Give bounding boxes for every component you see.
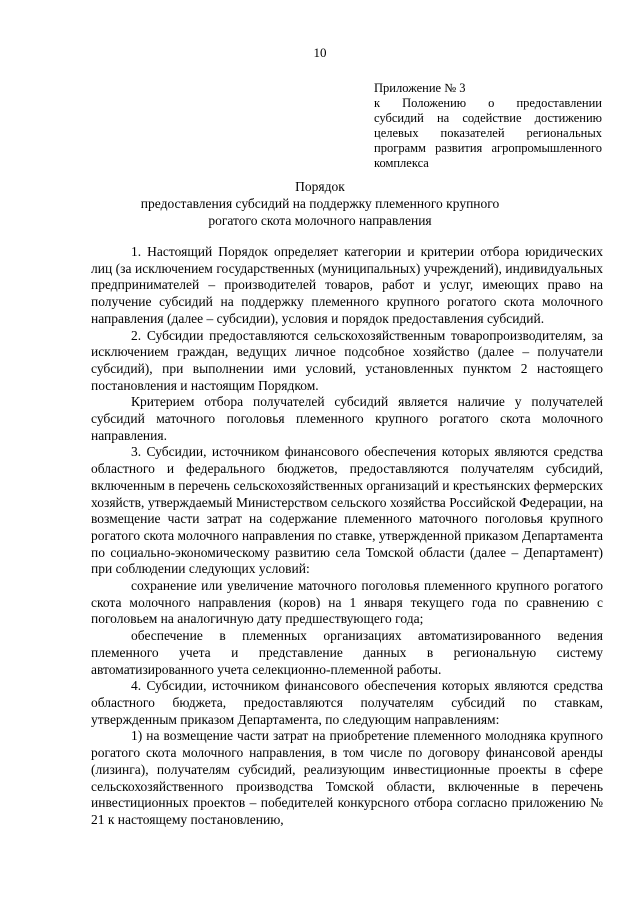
appendix-line: программ развития агропромышленного <box>374 141 602 155</box>
paragraph-7: 4. Субсидии, источником финансового обеспечения которых являются средства областного бюджета, предоставляются получателям субсидий по ставкам, утвержденным приказом Департамента, по следующим направлениям: <box>91 678 603 727</box>
paragraph-2: 2. Субсидии предоставляются сельскохозяйственным товаропроизводителям, за исключением граждан, ведущих личное подсобное хозяйство (далее – получатели субсидий), при выполнении ими условий, установленных пунктом 2 настоящего постановления и настоящим Порядком. <box>91 327 603 393</box>
appendix-line: к Положению о предоставлении <box>374 96 602 110</box>
title-line-1: Порядок <box>295 179 345 194</box>
page-number: 10 <box>313 45 327 60</box>
document-body <box>91 244 603 829</box>
appendix-line: субсидий на содействие достижению <box>374 111 602 125</box>
paragraph-6: обеспечение в племенных организациях автоматизированного ведения племенного учета и представление данных в региональную систему автоматизированного учета селекционно-племенной работы. <box>91 628 603 677</box>
paragraph-4: 3. Субсидии, источником финансового обеспечения которых являются средства областного и федерального бюджетов, предоставляются получателям субсидий, включенным в перечень сельскохозяйственных организаций и крестьянских фермерских хозяйств, утверждаемый Министерством сельского хозяйства Российской Федерации, на возмещение части затрат на содержание племенного маточного поголовья крупного рогатого скота молочного направления по ставке, утвержденной приказом Департамента по социально-экономическому развитию села Томской области (далее – Департамент) при соблюдении следующих условий: <box>91 444 603 577</box>
document-title <box>0 178 640 229</box>
paragraph-3: Критерием отбора получателей субсидий является наличие у получателей субсидий маточного поголовья племенного крупного рогатого скота молочного направления. <box>91 394 603 443</box>
paragraph-8: 1) на возмещение части затрат на приобретение племенного молодняка крупного рогатого скота молочного направления, в том числе по договору финансовой аренды (лизинга), получателям субсидий, реализующим инвестиционные проекты в сфере сельскохозяйственного производства Томской области, включенные в перечень инвестиционных проектов – победителей конкурсного отбора согласно приложению № 21 к настоящему постановлению, <box>91 728 603 827</box>
appendix-line: Приложение № 3 <box>374 81 466 95</box>
appendix-line: целевых показателей региональных <box>374 126 602 140</box>
paragraph-5: сохранение или увеличение маточного поголовья племенного крупного рогатого скота молочного направления (коров) на 1 января текущего года по сравнению с поголовьем на аналогичную дату предшествующего года; <box>91 578 603 627</box>
title-line-3: рогатого скота молочного направления <box>208 213 432 228</box>
appendix-block <box>374 81 602 171</box>
title-line-2: предоставления субсидий на поддержку племенного крупного <box>140 196 500 211</box>
paragraph-1: 1. Настоящий Порядок определяет категории и критерии отбора юридических лиц (за исключением государственных (муниципальных) учреждений), индивидуальных предпринимателей – производителей товаров, работ и услуг, имеющих право на получение субсидий на поддержку племенного крупного рогатого скота молочного направления (далее – субсидии), условия и порядок предоставления субсидий. <box>91 244 603 326</box>
appendix-line: комплекса <box>374 156 429 170</box>
